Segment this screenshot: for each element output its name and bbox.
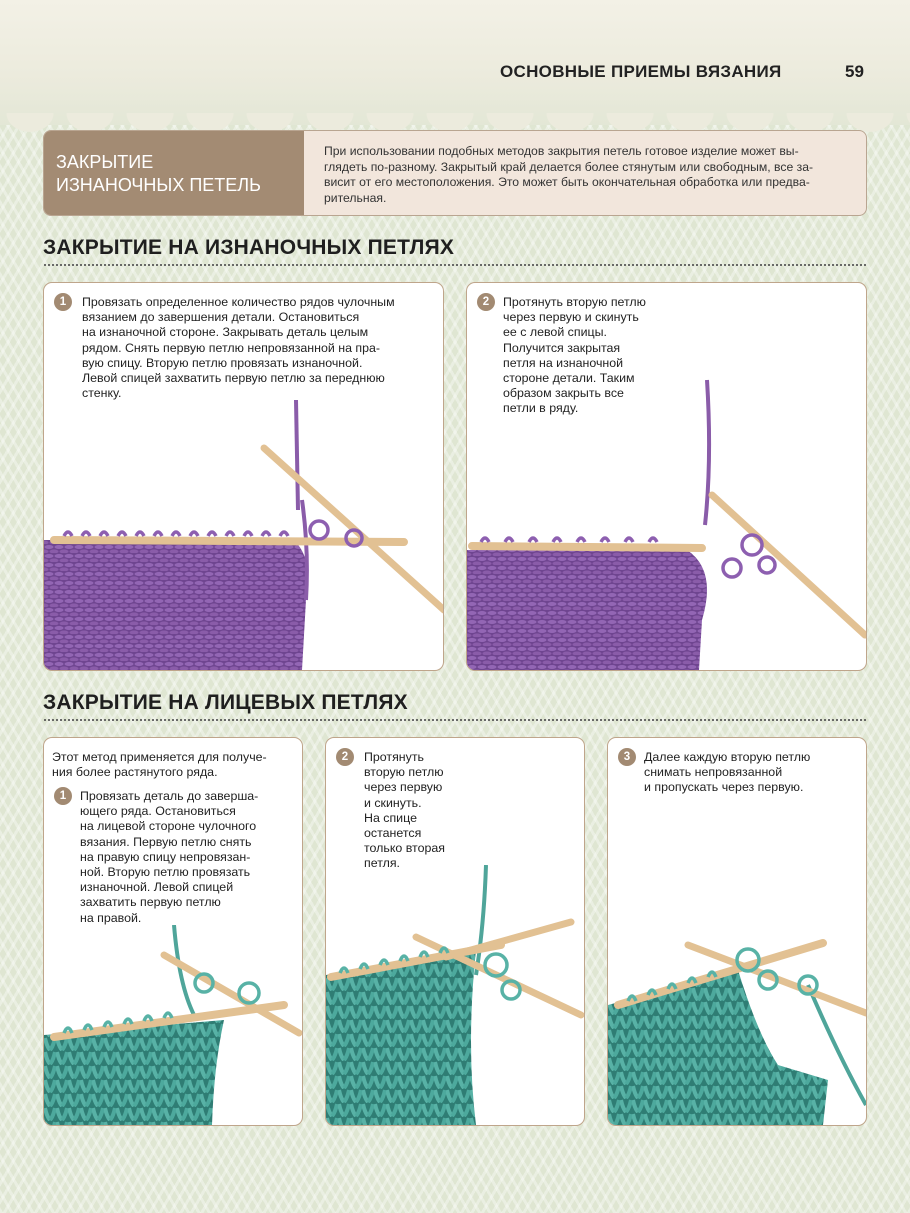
step-text-line: стороне детали. Таким bbox=[503, 371, 635, 386]
step-text-line: петля на изнаночной bbox=[503, 355, 624, 370]
step-text-line: через первую bbox=[364, 780, 443, 795]
step-text-line: только вторая bbox=[364, 841, 445, 856]
knitting-photo-purple-1 bbox=[44, 400, 444, 670]
step-text-line: снимать непровязанной bbox=[644, 765, 783, 780]
page-number: 59 bbox=[845, 62, 864, 81]
step-text-line: образом закрыть все bbox=[503, 386, 624, 401]
step-text-line: ее с левой спицы. bbox=[503, 325, 607, 340]
step-text-line: Протянуть bbox=[364, 750, 424, 764]
step-text-line: Провязать деталь до заверша- bbox=[80, 789, 259, 803]
running-head: ОСНОВНЫЕ ПРИЕМЫ ВЯЗАНИЯ bbox=[500, 62, 782, 81]
step-text-line: на лицевой стороне чулочного bbox=[80, 819, 257, 834]
section-divider bbox=[43, 263, 867, 267]
method-intro-text bbox=[52, 750, 267, 780]
step-text-line: вую спицу. Вторую петлю провязать изнаночной. bbox=[82, 355, 363, 370]
intro-title-line: ЗАКРЫТИЕ bbox=[56, 152, 154, 172]
step-text-line: останется bbox=[364, 826, 422, 841]
step-text-line: Левой спицей захватить первую петлю за переднюю bbox=[82, 371, 385, 386]
intro-text-line: При использовании подобных методов закрытия петель готовое изделие может вы- bbox=[324, 144, 799, 158]
step-text-line: Провязать определенное количество рядов чулочным bbox=[82, 295, 395, 309]
step-card-knit-1 bbox=[43, 737, 303, 1126]
step-text-line: стенку. bbox=[82, 386, 122, 401]
method-intro-line: Этот метод применяется для получе- bbox=[52, 750, 267, 764]
intro-text-line: рительная. bbox=[324, 190, 387, 205]
section-divider bbox=[43, 718, 867, 722]
step-text-line: изнаночной. Левой спицей bbox=[80, 880, 234, 895]
step-text bbox=[644, 750, 810, 796]
step-text-line: Протянуть вторую петлю bbox=[503, 295, 646, 309]
step-card-purl-1 bbox=[43, 282, 444, 671]
step-number-badge: 3 bbox=[618, 748, 636, 766]
step-text-line: петли в ряду. bbox=[503, 401, 579, 416]
intro-text-line: висит от его местоположения. Это может быть окончательная обработка или предва- bbox=[324, 175, 810, 190]
intro-text bbox=[304, 131, 866, 215]
knitting-photo-teal-1 bbox=[44, 925, 303, 1125]
step-text bbox=[82, 295, 395, 401]
section-title-purl: ЗАКРЫТИЕ НА ИЗНАНОЧНЫХ ПЕТЛЯХ bbox=[43, 236, 455, 259]
step-text-line: на правую спицу непровязан- bbox=[80, 849, 251, 864]
step-number-badge: 1 bbox=[54, 293, 72, 311]
step-card-knit-2 bbox=[325, 737, 585, 1126]
step-text-line: на правой. bbox=[80, 910, 142, 925]
step-card-purl-2 bbox=[466, 282, 867, 671]
step-number-badge: 1 bbox=[54, 787, 72, 805]
step-text bbox=[80, 789, 258, 926]
step-text-line: через первую и скинуть bbox=[503, 310, 639, 325]
knitting-photo-purple-2 bbox=[467, 340, 867, 670]
intro-text-line: глядеть по-разному. Закрытый край делается более стянутым или свободным, все за- bbox=[324, 159, 814, 174]
step-text-line: вязанием до завершения детали. Остановиться bbox=[82, 310, 360, 325]
step-text-line: На спице bbox=[364, 810, 417, 825]
intro-title-line: ИЗНАНОЧНЫХ ПЕТЕЛЬ bbox=[56, 175, 261, 195]
knitting-photo-teal-2 bbox=[326, 865, 585, 1125]
step-text-line: ющего ряда. Остановиться bbox=[80, 804, 236, 819]
step-text-line: и скинуть. bbox=[364, 795, 422, 810]
method-intro-line: ния более растянутого ряда. bbox=[52, 765, 218, 780]
step-text-line: захватить первую петлю bbox=[80, 895, 221, 910]
step-text-line: петля. bbox=[364, 856, 400, 871]
step-number-badge: 2 bbox=[336, 748, 354, 766]
step-text-line: ной. Вторую петлю провязать bbox=[80, 865, 251, 880]
step-text bbox=[364, 750, 445, 872]
step-text-line: вторую петлю bbox=[364, 765, 444, 780]
intro-box bbox=[43, 130, 867, 216]
step-card-knit-3 bbox=[607, 737, 867, 1126]
step-number-badge: 2 bbox=[477, 293, 495, 311]
step-text-line: Получится закрытая bbox=[503, 340, 621, 355]
knitting-photo-teal-3 bbox=[608, 875, 867, 1125]
step-text-line: вязания. Первую петлю снять bbox=[80, 834, 252, 849]
step-text-line: и пропускать через первую. bbox=[644, 780, 804, 795]
step-text-line: Далее каждую вторую петлю bbox=[644, 750, 811, 764]
section-title-knit: ЗАКРЫТИЕ НА ЛИЦЕВЫХ ПЕТЛЯХ bbox=[43, 691, 408, 714]
step-text-line: на изнаночной стороне. Закрывать деталь целым bbox=[82, 325, 369, 340]
intro-title bbox=[44, 131, 304, 215]
step-text-line: рядом. Снять первую петлю непровязанной на пра- bbox=[82, 340, 381, 355]
